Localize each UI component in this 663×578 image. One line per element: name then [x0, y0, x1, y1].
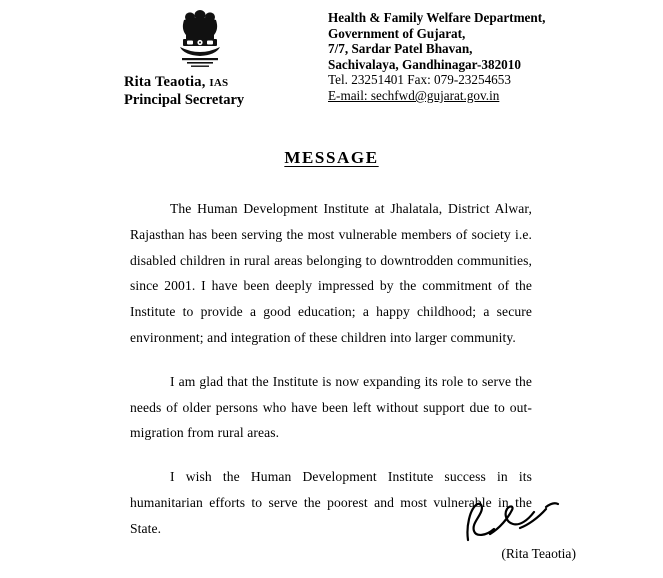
state-emblem-of-india-icon — [110, 6, 290, 72]
address-email[interactable]: E-mail: sechfwd@gujarat.gov.in — [328, 87, 500, 103]
officer-name-suffix: IAS — [209, 77, 229, 89]
address-line-4: Sachivalaya, Gandhinagar-382010 — [328, 56, 521, 72]
address-line-1: Health & Family Welfare Department, — [328, 10, 546, 25]
letterhead — [0, 6, 663, 116]
body-paragraph: I wish the Human Development Institute success in its humanitarian efforts to serve the poorest and most vulnerable in the State. — [130, 469, 532, 536]
emblem-block — [110, 6, 290, 109]
signatory-name: (Rita Teaotia) — [501, 546, 576, 561]
page-title: MESSAGE — [284, 148, 379, 167]
body-paragraph: The Human Development Institute at Jhalatala, District Alwar, Rajasthan has been serving the most vulnerable members of society i.e. disabled children in rural areas belonging to downtrodden communities, since 2001. I have been deeply impressed by the commitment of the Institute to provide a good education; a happy childhood; a secure environment; and integration of these children into larger community. — [130, 201, 532, 345]
officer-name — [110, 74, 290, 91]
handwritten-signature-icon — [440, 498, 580, 544]
signature-block — [440, 498, 580, 562]
address-phone-fax: Tel. 23251401 Fax: 079-23254653 — [328, 72, 511, 88]
department-address — [328, 10, 648, 104]
body-paragraph: I am glad that the Institute is now expanding its role to serve the needs of older persons who have been left without support due to out-migration from rural areas. — [130, 373, 532, 441]
officer-name-text: Rita Teaotia, — [124, 74, 206, 90]
address-line-3: 7/7, Sardar Patel Bhavan, — [328, 41, 473, 57]
address-line-2: Government of Gujarat, — [328, 25, 466, 41]
letter-body — [130, 196, 532, 542]
officer-title: Principal Secretary — [124, 92, 245, 108]
